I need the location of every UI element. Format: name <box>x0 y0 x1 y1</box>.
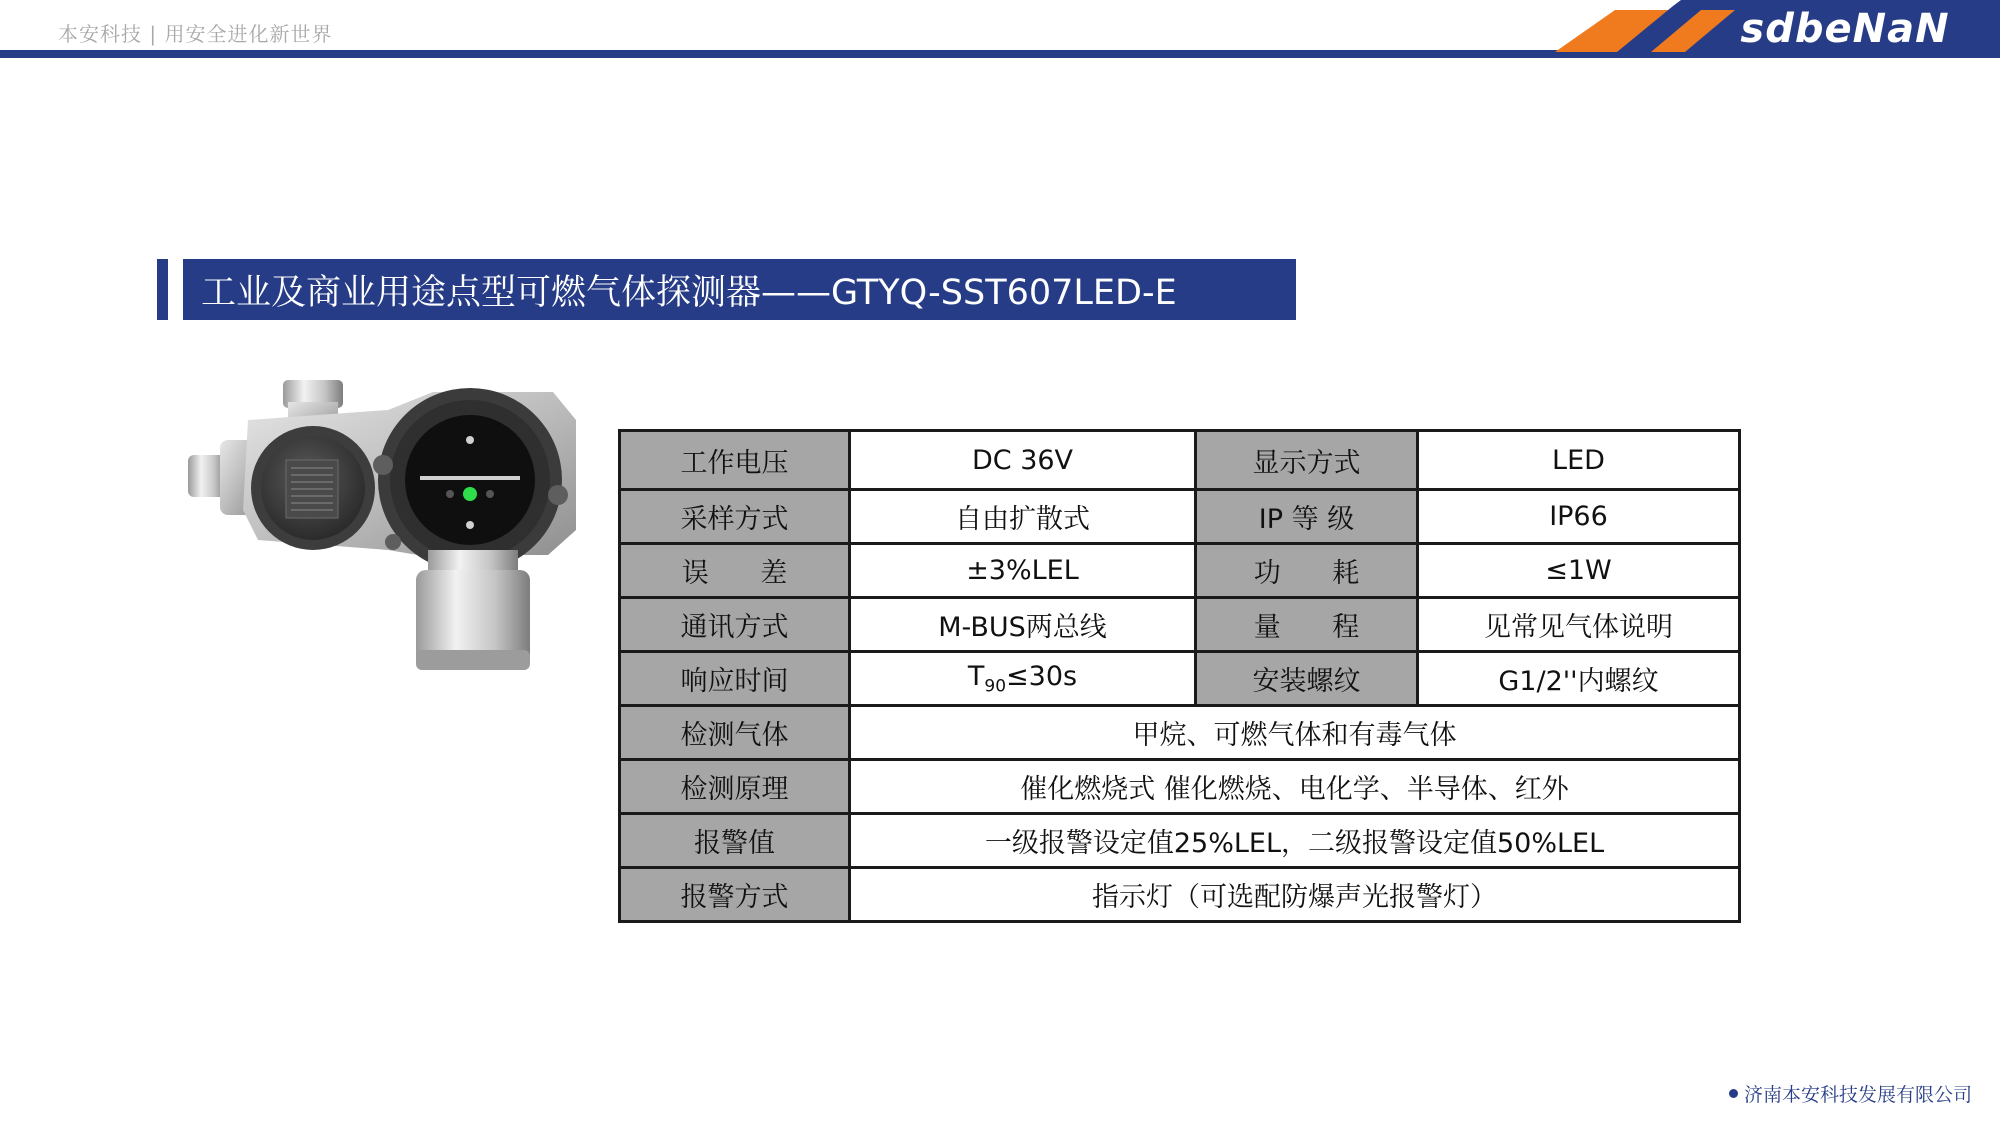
response-time-value: ≤30s <box>1006 660 1078 692</box>
table-row <box>620 760 1740 814</box>
spec-label: 报警方式 <box>620 868 850 922</box>
response-time-subscript: 90 <box>984 676 1007 697</box>
header-tagline: 本安科技 | 用安全进化新世界 <box>58 22 333 46</box>
response-time-symbol: T <box>967 660 985 692</box>
spec-label: 安装螺纹 <box>1196 652 1418 706</box>
table-row <box>620 431 1740 490</box>
spec-value: ≤1W <box>1418 544 1740 598</box>
spec-table <box>618 429 1741 923</box>
spec-label: 工作电压 <box>620 431 850 490</box>
title-bar <box>183 259 1296 320</box>
spec-value: 一级报警设定值25%LEL，二级报警设定值50%LEL <box>850 814 1740 868</box>
spec-value: G1/2''内螺纹 <box>1418 652 1740 706</box>
spec-value: 催化燃烧式 催化燃烧、电化学、半导体、红外 <box>850 760 1740 814</box>
brand-logo <box>1555 0 2000 58</box>
spec-value: IP66 <box>1418 490 1740 544</box>
spec-value: LED <box>1418 431 1740 490</box>
table-row <box>620 598 1740 652</box>
spec-label: 检测原理 <box>620 760 850 814</box>
table-row <box>620 706 1740 760</box>
gas-detector-illustration <box>188 380 576 672</box>
spec-value: M-BUS两总线 <box>850 598 1196 652</box>
logo-wordmark: sdbeNaN <box>1740 6 1950 52</box>
spec-value: 自由扩散式 <box>850 490 1196 544</box>
footer-company: 济南本安科技发展有限公司 <box>1743 1084 1972 1106</box>
spec-label: 误 差 <box>620 544 850 598</box>
spec-value-response-time <box>850 652 1196 706</box>
page-title: 工业及商业用途点型可燃气体探测器——GTYQ-SST607LED-E <box>201 272 1177 313</box>
table-row <box>620 544 1740 598</box>
spec-value: 见常见气体说明 <box>1418 598 1740 652</box>
spec-label: 通讯方式 <box>620 598 850 652</box>
footer <box>1729 1080 1972 1107</box>
table-row <box>620 814 1740 868</box>
spec-label: IP 等 级 <box>1196 490 1418 544</box>
spec-value: 指示灯（可选配防爆声光报警灯） <box>850 868 1740 922</box>
table-row <box>620 868 1740 922</box>
spec-value: ±3%LEL <box>850 544 1196 598</box>
spec-value: 甲烷、可燃气体和有毒气体 <box>850 706 1740 760</box>
spec-value: DC 36V <box>850 431 1196 490</box>
spec-label: 检测气体 <box>620 706 850 760</box>
product-image <box>188 380 576 672</box>
table-row <box>620 490 1740 544</box>
spec-label: 量 程 <box>1196 598 1418 652</box>
title-marker <box>157 259 168 320</box>
spec-label: 采样方式 <box>620 490 850 544</box>
spec-label: 报警值 <box>620 814 850 868</box>
spec-label: 响应时间 <box>620 652 850 706</box>
spec-label: 功 耗 <box>1196 544 1418 598</box>
bullet-icon <box>1729 1089 1738 1098</box>
spec-label: 显示方式 <box>1196 431 1418 490</box>
table-row <box>620 652 1740 706</box>
